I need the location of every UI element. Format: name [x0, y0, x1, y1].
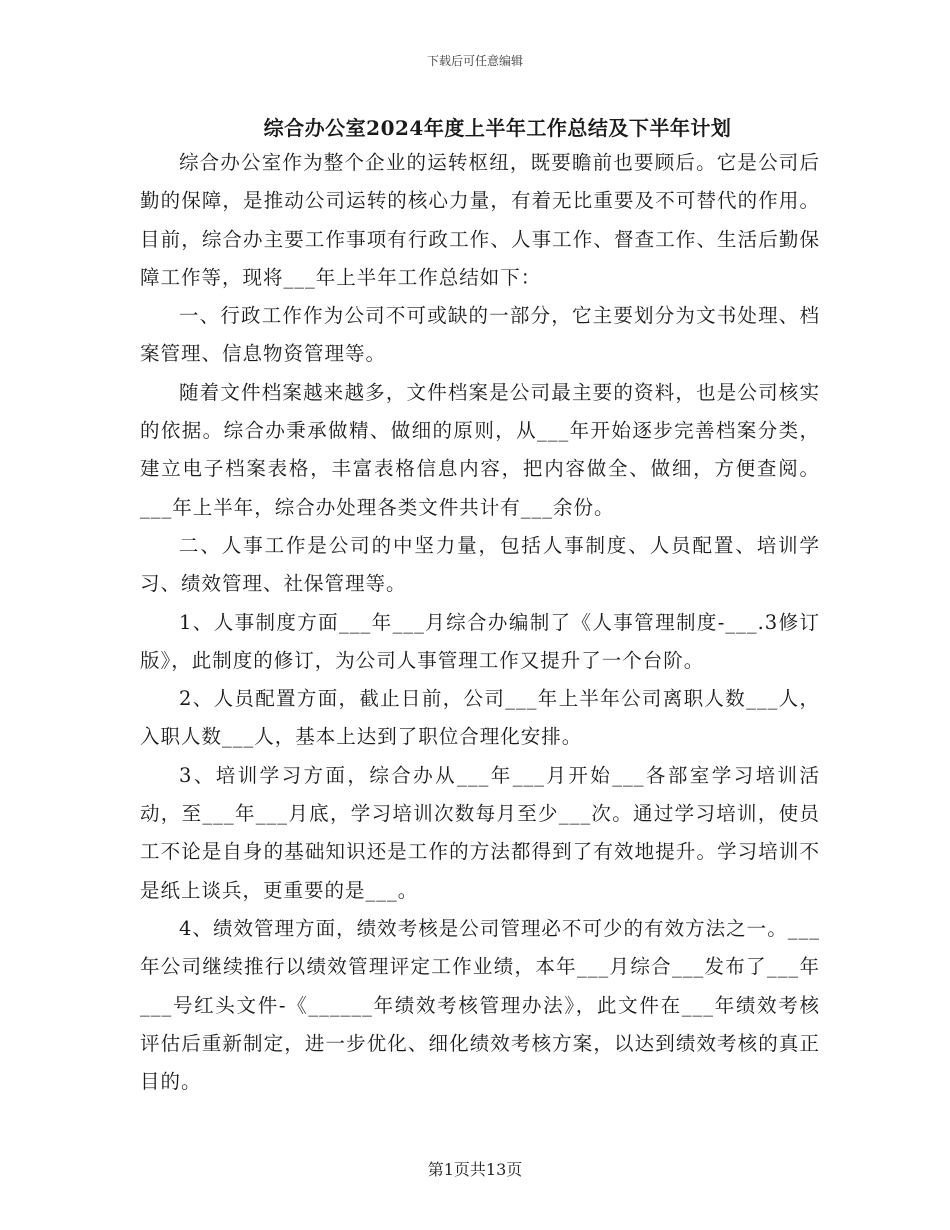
paragraph-archives: 随着文件档案越来越多，文件档案是公司最主要的资料，也是公司核实的依据。综合办秉承做精、做细的原则，从___年开始逐步完善档案分类，建立电子档案表格，丰富表格信息内容，把内容做全、做细，方便查阅。___年上半年，综合办处理各类文件共计有___余份。 [140, 380, 820, 519]
document-title: 综合办公室2024年度上半年工作总结及下半年计划 [263, 116, 732, 140]
paragraph-staffing: 2、人员配置方面，截止日前，公司___年上半年公司离职人数___人，入职人数___人，基本上达到了职位合理化安排。 [140, 687, 820, 749]
paragraph-admin-work: 一、行政工作作为公司不可或缺的一部分，它主要划分为文书处理、档案管理、信息物资管理等。 [140, 304, 820, 366]
document-body [140, 144, 820, 1101]
header-note: 下载后可任意编辑 [426, 54, 523, 68]
page-number: 第1页共13页 [427, 1160, 523, 1179]
paragraph-hr-work: 二、人事工作是公司的中坚力量，包括人事制度、人员配置、培训学习、绩效管理、社保管理等。 [140, 533, 820, 596]
paragraph-intro: 综合办公室作为整个企业的运转枢纽，既要瞻前也要顾后。它是公司后勤的保障，是推动公司运转的核心力量，有着无比重要及不可替代的作用。目前，综合办主要工作事项有行政工作、人事工作、督查工作、生活后勤保障工作等，现将___年上半年工作总结如下： [140, 151, 820, 289]
paragraph-training: 3、培训学习方面，综合办从___年___月开始___各部室学习培训活动，至___年___月底，学习培训次数每月至少___次。通过学习培训，使员工不论是自身的基础知识还是工作的方法都得到了有效地提升。学习培训不是纸上谈兵，更重要的是___。 [140, 763, 820, 902]
paragraph-hr-system: 1、人事制度方面___年___月综合办编制了《人事管理制度-___.3修订版》，此制度的修订，为公司人事管理工作又提升了一个台阶。 [140, 610, 820, 672]
paragraph-performance: 4、绩效管理方面，绩效考核是公司管理必不可少的有效方法之一。___年公司继续推行以绩效管理评定工作业绩，本年___月综合___发布了___年___号红头文件-《______年绩效考核管理办法》，此文件在___年绩效考核评估后重新制定，进一步优化、细化绩效考核方案，以达到绩效考核的真正目的。 [140, 916, 820, 1094]
